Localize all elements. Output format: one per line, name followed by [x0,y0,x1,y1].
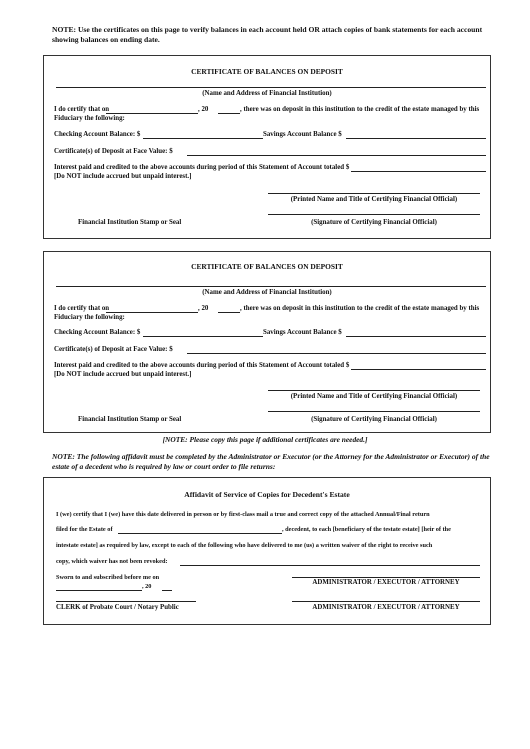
savings-line[interactable] [346,138,486,139]
affidavit-line-3: intestate estate] as required by law, except to each of the following who have delivered to me (us) a written waiver of the right to receive such [56,542,433,549]
year-line[interactable] [218,113,240,114]
waiver-line[interactable] [180,565,480,566]
affidavit-title: Affidavit of Service of Copies for Decedent's Estate [184,490,350,499]
checking-line[interactable] [143,138,263,139]
cd-label: Certificate(s) of Deposit at Face Value: $ [54,346,173,353]
signature-label: (Signature of Certifying Financial Official) [311,219,437,226]
stamp-label: Financial Institution Stamp or Seal [78,219,182,226]
certify-text-d: Fiduciary the following: [54,314,125,321]
affidavit-note: NOTE: The following affidavit must be completed by the Administrator or Executor (or the Attorney for the Administrator or Executor) of the estate of a decedent who is required by law or court order to file returns: [52,452,490,471]
bank-name-line[interactable] [56,286,486,287]
certify-text-d: Fiduciary the following: [54,115,125,122]
certify-text-a: I do certify that on [54,106,110,113]
admin-label-2: ADMINISTRATOR / EXECUTOR / ATTORNEY [312,604,460,611]
interest-note: [Do NOT include accrued but unpaid interest.] [54,173,192,180]
bank-label: (Name and Address of Financial Institution) [202,289,332,296]
interest-label: Interest paid and credited to the above accounts during period of this Statement of Account totaled $ [54,362,350,369]
certificate-box-1 [43,55,491,239]
checking-label: Checking Account Balance: $ [54,131,141,138]
certificate-title: CERTIFICATE OF BALANCES ON DEPOSIT [191,67,343,76]
certify-text-c: , there was on deposit in this institution to the credit of the estate managed by this [240,106,480,113]
checking-label: Checking Account Balance: $ [54,329,141,336]
estate-name-line[interactable] [118,533,282,534]
printed-name-label: (Printed Name and Title of Certifying Financial Official) [290,196,458,203]
certify-text-b: , 20 [198,106,209,113]
bank-label: (Name and Address of Financial Institution) [202,90,332,97]
affidavit-line-2b: , decedent, to each [beneficiary of the testate estate] [heir of the [282,526,451,533]
sworn-year-line[interactable] [162,590,172,591]
clerk-signature-line[interactable] [56,601,196,602]
checking-line[interactable] [143,336,263,337]
savings-label: Savings Account Balance $ [263,131,342,138]
clerk-label: CLERK of Probate Court / Notary Public [56,604,179,611]
certify-text-a: I do certify that on [54,305,110,312]
printed-name-line[interactable] [268,193,480,194]
copy-note: [NOTE: Please copy this page if additional certificates are needed.] [162,435,368,444]
admin-signature-line-2[interactable] [292,601,480,602]
certify-text-c: , there was on deposit in this institution to the credit of the estate managed by this [240,305,480,312]
bank-name-line[interactable] [56,87,486,88]
printed-name-label: (Printed Name and Title of Certifying Financial Official) [290,393,458,400]
admin-signature-line-1[interactable] [292,577,480,578]
savings-label: Savings Account Balance $ [263,329,342,336]
interest-line[interactable] [351,369,486,370]
cd-label: Certificate(s) of Deposit at Face Value: $ [54,148,173,155]
cd-line[interactable] [187,155,486,156]
certificate-title: CERTIFICATE OF BALANCES ON DEPOSIT [191,262,343,271]
affidavit-line-2a: filed for the Estate of [56,526,113,533]
signature-line[interactable] [268,214,480,215]
affidavit-line-4: copy, which waiver has not been revoked: [56,558,168,565]
interest-note: [Do NOT include accrued but unpaid interest.] [54,371,192,378]
affidavit-line-1: I (we) certify that I (we) have this date delivered in person or by first-class mail a true and correct copy of the attached Annual/Final return [56,511,430,518]
affidavit-box [43,477,491,625]
certify-text-b: , 20 [198,305,209,312]
date-line[interactable] [106,312,198,313]
instruction-note: NOTE: Use the certificates on this page to verify balances in each account held OR attach copies of bank statements for each account showing balances on ending date. [52,25,483,44]
cd-line[interactable] [187,353,486,354]
sworn-year: , 20 [142,583,152,590]
savings-line[interactable] [346,336,486,337]
admin-label-1: ADMINISTRATOR / EXECUTOR / ATTORNEY [312,579,460,586]
date-line[interactable] [106,113,198,114]
signature-line[interactable] [268,411,480,412]
stamp-label: Financial Institution Stamp or Seal [78,416,182,423]
sworn-label: Sworn to and subscribed before me on [56,574,160,581]
interest-line[interactable] [351,171,486,172]
certificate-box-2 [43,251,491,433]
year-line[interactable] [218,312,240,313]
signature-label: (Signature of Certifying Financial Official) [311,416,437,423]
sworn-date-line[interactable] [56,590,142,591]
interest-label: Interest paid and credited to the above accounts during period of this Statement of Account totaled $ [54,164,350,171]
printed-name-line[interactable] [268,390,480,391]
